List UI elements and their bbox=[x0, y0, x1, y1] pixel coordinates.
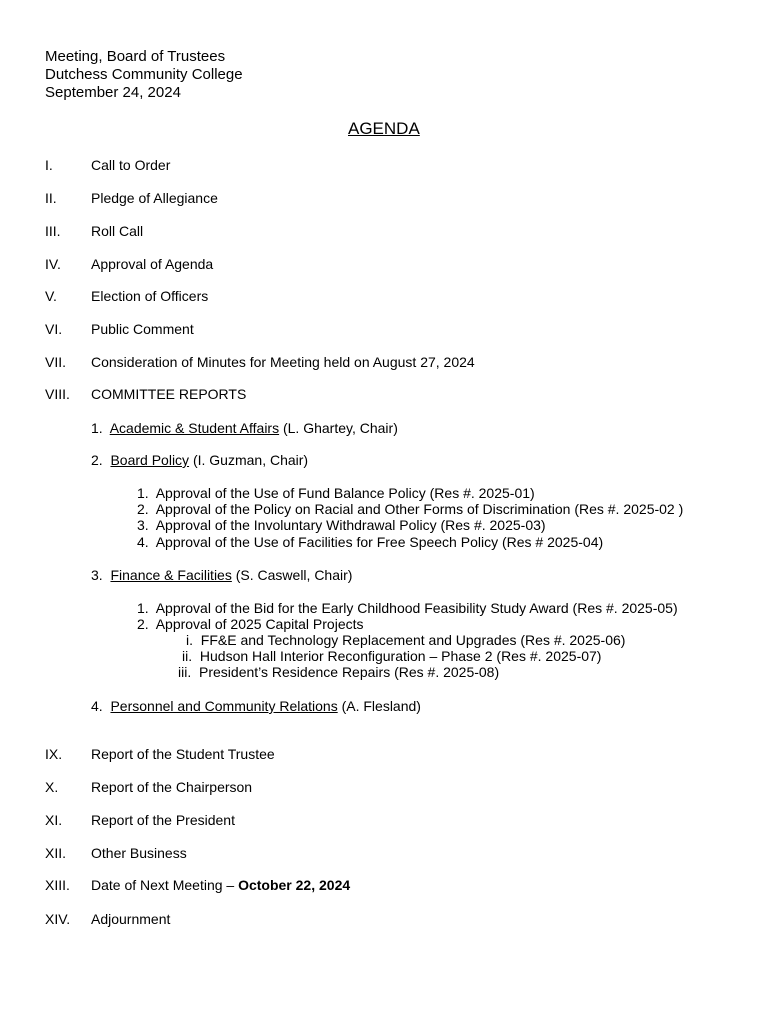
committee-chair: (S. Caswell, Chair) bbox=[231, 567, 353, 583]
subitem-number: 4. bbox=[137, 534, 149, 550]
subitem-number: 3. bbox=[137, 517, 149, 533]
committee-number: 1. bbox=[91, 420, 103, 436]
committee-number: 2. bbox=[91, 452, 103, 468]
item-number: V. bbox=[45, 288, 57, 304]
policy-subitem bbox=[137, 517, 546, 534]
item-number: XI. bbox=[45, 812, 63, 828]
item-number: IX. bbox=[45, 746, 63, 762]
finance-subitem bbox=[137, 616, 364, 633]
item-number: X. bbox=[45, 779, 59, 795]
subitem-text: Approval of the Policy on Racial and Other Forms of Discrimination (Res #. 2025-02 ) bbox=[155, 501, 684, 517]
next-meeting-date: October 22, 2024 bbox=[238, 877, 351, 893]
project-number: i. bbox=[186, 632, 193, 648]
subitem-text: Approval of the Involuntary Withdrawal Policy (Res #. 2025-03) bbox=[155, 517, 546, 533]
item-number: VII. bbox=[45, 354, 67, 370]
item-number: III. bbox=[45, 223, 61, 239]
committee-chair: (A. Flesland) bbox=[337, 698, 421, 714]
item-text: Report of the Student Trustee bbox=[91, 746, 275, 762]
finance-subitem bbox=[137, 600, 678, 617]
committee-report bbox=[91, 567, 352, 584]
capital-project bbox=[178, 664, 499, 681]
agenda-title: AGENDA bbox=[348, 119, 420, 138]
subitem-number: 1. bbox=[137, 485, 149, 501]
item-number: IV. bbox=[45, 256, 61, 272]
project-text: FF&E and Technology Replacement and Upgrades (Res #. 2025-06) bbox=[200, 632, 626, 648]
item-number: XIV. bbox=[45, 911, 71, 927]
capital-project bbox=[182, 648, 601, 665]
committee-number: 3. bbox=[91, 567, 103, 583]
subitem-text: Approval of 2025 Capital Projects bbox=[155, 616, 364, 632]
committee-report bbox=[91, 420, 398, 437]
item-number: XIII. bbox=[45, 877, 70, 893]
project-number: ii. bbox=[182, 648, 193, 664]
policy-subitem bbox=[137, 501, 683, 518]
project-text: Hudson Hall Interior Reconfiguration – Phase 2 (Res #. 2025-07) bbox=[199, 648, 602, 664]
meeting-date: September 24, 2024 bbox=[45, 84, 181, 101]
meeting-name: Meeting, Board of Trustees bbox=[45, 48, 226, 65]
item-number: II. bbox=[45, 190, 57, 206]
committee-name: Personnel and Community Relations bbox=[110, 698, 338, 714]
item-text: Public Comment bbox=[91, 321, 194, 337]
item-text: Consideration of Minutes for Meeting held on August 27, 2024 bbox=[91, 354, 475, 370]
subitem-number: 1. bbox=[137, 600, 149, 616]
policy-subitem bbox=[137, 485, 535, 502]
capital-project bbox=[186, 632, 625, 649]
subitem-text: Approval of the Use of Facilities for Free Speech Policy (Res # 2025-04) bbox=[155, 534, 604, 550]
item-text: COMMITTEE REPORTS bbox=[91, 386, 247, 402]
item-number: I. bbox=[45, 157, 53, 173]
project-text: President’s Residence Repairs (Res #. 2025-08) bbox=[199, 664, 500, 680]
committee-chair: (I. Guzman, Chair) bbox=[189, 452, 309, 468]
subitem-text: Approval of the Use of Fund Balance Policy (Res #. 2025-01) bbox=[155, 485, 535, 501]
item-text bbox=[91, 877, 350, 894]
item-text: Call to Order bbox=[91, 157, 171, 173]
policy-subitem bbox=[137, 534, 603, 551]
item-text: Pledge of Allegiance bbox=[91, 190, 218, 206]
committee-name: Academic & Student Affairs bbox=[109, 420, 280, 436]
subitem-text: Approval of the Bid for the Early Childhood Feasibility Study Award (Res #. 2025-05) bbox=[155, 600, 678, 616]
item-text: Roll Call bbox=[91, 223, 144, 239]
committee-report bbox=[91, 698, 421, 715]
subitem-number: 2. bbox=[137, 616, 149, 632]
item-text: Adjournment bbox=[91, 911, 171, 927]
item-text: Other Business bbox=[91, 845, 187, 861]
committee-name: Finance & Facilities bbox=[110, 567, 232, 583]
item-number: VI. bbox=[45, 321, 63, 337]
item-number: XII. bbox=[45, 845, 67, 861]
subitem-number: 2. bbox=[137, 501, 149, 517]
committee-report bbox=[91, 452, 308, 469]
project-number: iii. bbox=[178, 664, 192, 680]
item-number: VIII. bbox=[45, 386, 70, 402]
item-text: Approval of Agenda bbox=[91, 256, 214, 272]
next-meeting-label: Date of Next Meeting – bbox=[91, 877, 239, 893]
college-name: Dutchess Community College bbox=[45, 66, 243, 83]
committee-name: Board Policy bbox=[110, 452, 190, 468]
item-text: Report of the Chairperson bbox=[91, 779, 253, 795]
committee-chair: (L. Ghartey, Chair) bbox=[279, 420, 398, 436]
item-text: Report of the President bbox=[91, 812, 235, 828]
item-text: Election of Officers bbox=[91, 288, 209, 304]
committee-number: 4. bbox=[91, 698, 103, 714]
